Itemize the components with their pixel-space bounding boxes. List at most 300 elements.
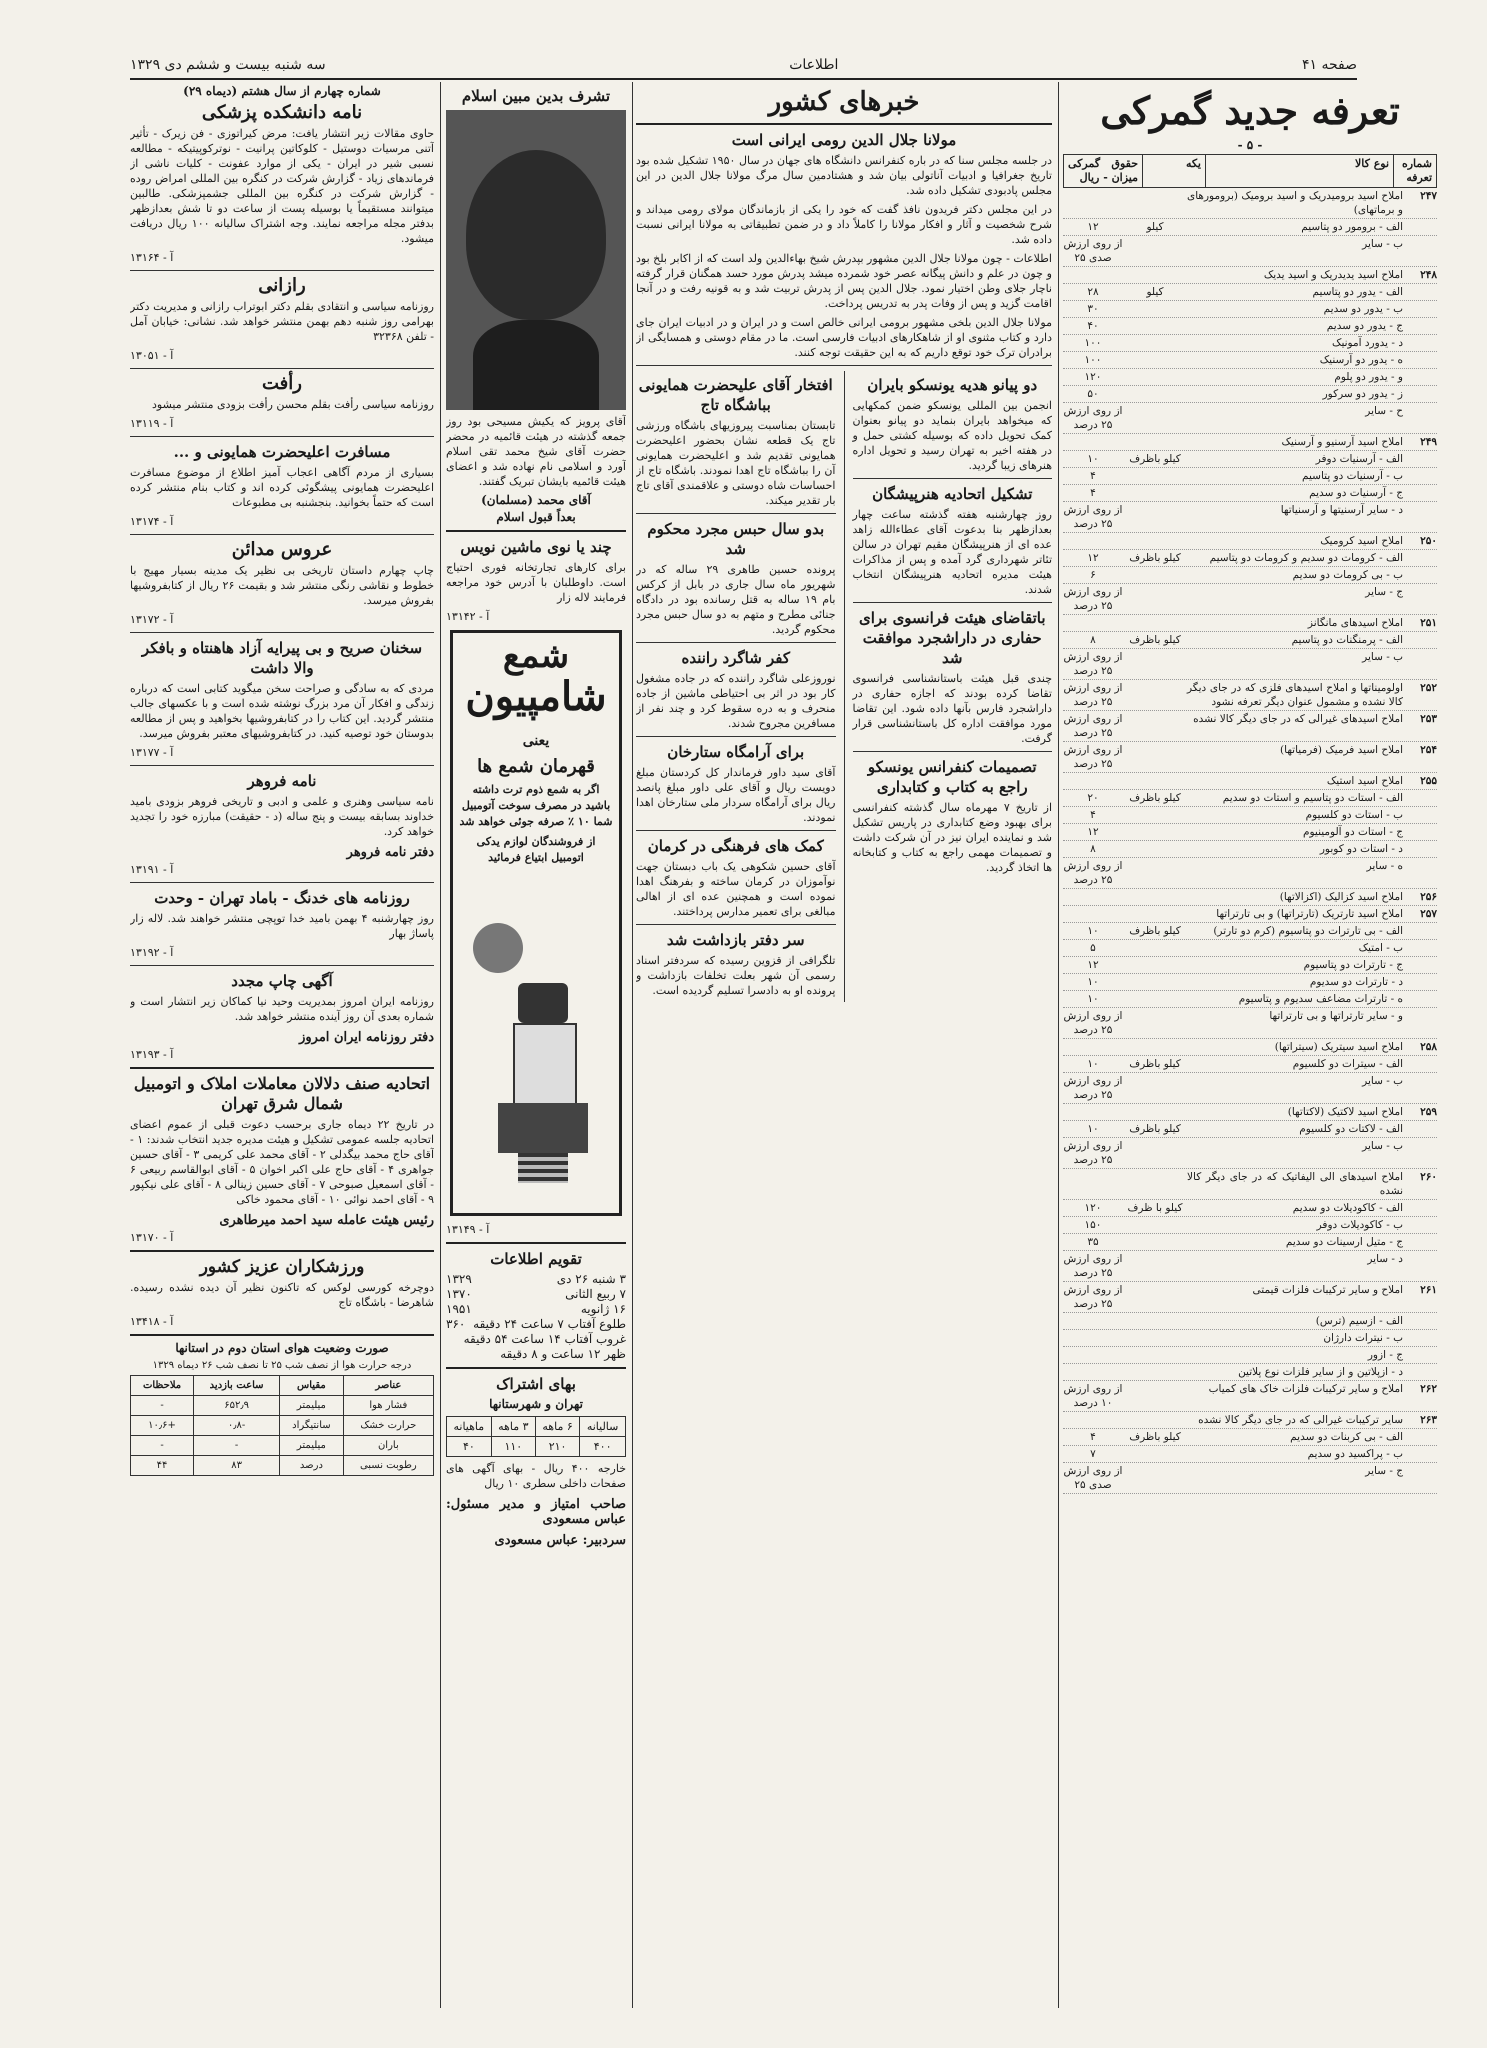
weather-table [130, 1375, 434, 1476]
razi-text: روزنامه سیاسی و انتقادی بقلم دکتر ابوتراب رازانی و مدیریت دکتر بهرامی روز شنبه دهم بهمن منتشر خواهد شد. نشانی: خیابان آمل - تلفن ۳۲۳۶۸ [130, 300, 434, 343]
rafat-text: روزنامه سیاسی رأفت بقلم محسن رأفت بزودی منتشر میشود [152, 398, 434, 411]
tariff-name: ج - تارترات دو پتاسیوم [1303, 959, 1403, 971]
calendar-cell: ۱۹۵۱ [446, 1302, 472, 1316]
news-paragraph: چندی قبل هیئت باستانشناسی فرانسوی تقاضا کرده بودند که اجازه حفاری در داراشجرد فارس بآنها داده شود. این تقاضا مورد موافقت اداره کل باستانشناسی قرار گرفت. [852, 672, 1052, 745]
ad-line: یعنی [522, 733, 550, 749]
tariff-duty: ۱۰ [1087, 993, 1099, 1005]
tariff-name: ج - سایر [1365, 586, 1403, 598]
tariff-duty: از روی ارزش ۲۵ درصد [1063, 1140, 1123, 1166]
divider [636, 736, 836, 737]
tariff-code: ۲۵۰ [1420, 535, 1437, 547]
tariff-code: ۲۵۳ [1420, 713, 1437, 725]
tariff-duty [1063, 1331, 1123, 1345]
tariff-row [1063, 742, 1437, 773]
tariff-code [1403, 1009, 1437, 1037]
tariff-row [1063, 940, 1437, 957]
news-column [636, 82, 1052, 2008]
print-title: آگهی چاپ مجدد [231, 972, 333, 990]
tariff-unit [1123, 941, 1187, 955]
tariff-unit [1123, 1235, 1187, 1249]
tariff-unit [1123, 616, 1187, 630]
news-paragraph: از تاریخ ۷ مهرماه سال گذشته کنفرانسی برای بهبود وضع کتابداری در پاریس تشکیل شد و نماینده ایران نیز در آن شرکت داشت و تصمیمات مهمی راجع به کتاب و کتابخانه ها اتخاذ گردید. [852, 801, 1052, 874]
news-headline-french: باتقاضای هیئت فرانسوی برای حفاری در داراشجرد موافقت شد [858, 609, 1046, 667]
talk-title: سخنان صریح و بی پیرایه آزاد هاهنتاه و بافکر والا داشت [141, 639, 423, 677]
tariff-row [1063, 906, 1437, 923]
table-cell: - [131, 1396, 194, 1416]
table-row [131, 1416, 434, 1436]
table-cell: حرارت خشک [343, 1416, 433, 1436]
tariff-unit [1123, 859, 1187, 887]
news-paragraph: تابستان بمناسبت پیروزیهای باشگاه ورزشی تاج یک قطعه نشان بحضور اعلیحضرت همایونی تقدیم شد و اعلیحضرت همایونی آن را بباشگاه تاج اهدا نمودند. باشگاه تاج از احساسات شاه دوستی و علاقمندی آقای تاج بار تقدیر میکند. [636, 419, 836, 507]
tariff-row [1063, 502, 1437, 533]
tariff-name: ب - کاکودیلات دوفر [1316, 1219, 1403, 1231]
tariff-duty: از روی ارزش ۲۵ درصد [1063, 586, 1123, 612]
tariff-name: ج - سایر [1365, 1465, 1403, 1477]
calendar-title: تقویم اطلاعات [490, 1250, 582, 1268]
divider [636, 365, 1052, 366]
divider [636, 513, 836, 514]
tariff-row [1063, 1008, 1437, 1039]
tariff-row [1063, 974, 1437, 991]
tariff-unit [1123, 958, 1187, 972]
tariff-name: ح - سایر [1365, 405, 1403, 417]
tariff-duty: از روی ارزش ۲۵ درصد [1063, 1075, 1123, 1101]
tariff-name: د - سایر آرسنیتها و آرسنیاتها [1280, 504, 1403, 516]
tariff-title: تعرفه جدید گمرکی [1100, 88, 1400, 133]
tariff-name: املاح اسید کزالیک (اکزالاتها) [1279, 891, 1403, 903]
issue-date: سه شنبه بیست و ششم دی ۱۳۲۹ [130, 57, 326, 73]
subscription-table [446, 1416, 626, 1457]
portrait-photo [446, 110, 626, 410]
tariff-unit: کیلو باظرف [1129, 634, 1181, 646]
table-row [131, 1436, 434, 1456]
tariff-duty [1063, 189, 1123, 217]
table-header: ساعت بازدید [194, 1376, 280, 1396]
classifieds-column [130, 82, 434, 2008]
table-cell: فشار هوا [343, 1396, 433, 1416]
tariff-duty [1063, 1413, 1123, 1427]
divider [130, 965, 434, 966]
tariff-name: املاح اسید برومیدریک و اسید برومیک (برومورهای و برماتهای) [1187, 190, 1403, 216]
tariff-name: ج - استات دو آلومینیوم [1303, 826, 1403, 838]
news-paragraph: تلگرافی از قزوین رسیده که سردفتر اسناد رسمی آن شهر بعلت تخلفات بازداشت و پرونده او به دادسرا تسلیم گردیده است. [636, 954, 836, 997]
tariff-name: املاح اسید آرسنیو و آرسنیک [1281, 436, 1403, 448]
tariff-unit [1123, 353, 1187, 367]
tariff-unit [1123, 302, 1187, 316]
guild-title: اتحادیه صنف دلالان معاملات املاک و اتومبیل شمال شرق تهران [133, 1074, 431, 1113]
tariff-row [1063, 632, 1437, 649]
tariff-name: املاح و سایر ترکیبات فلزات قیمتی [1252, 1284, 1403, 1296]
tariff-unit [1123, 568, 1187, 582]
tariff-name: الف - لاکتات دو کلسیوم [1299, 1123, 1403, 1135]
tariff-row [1063, 1381, 1437, 1412]
tariff-code: ۲۴۷ [1420, 190, 1437, 202]
tariff-duty [1063, 774, 1123, 788]
tariff-code [1403, 941, 1437, 955]
tariff-unit [1123, 1218, 1187, 1232]
tariff-code: ۲۵۶ [1420, 891, 1437, 903]
talk-text: مردی که به سادگی و صراحت سخن میگوید کتابی است که درباره زندگی و افکار آن مرد بزرگ نوشته شده است و با عکسهای جالب منتشر گردید. این کتاب را در کتابفروشیها بخواهید و پس از مطالعه بدوستان خود توصیه کنید. در کتابفروشیهای معتبر بفروش میرسد. [130, 682, 434, 740]
ad-reference: آ - ۱۳۱۷۷ [130, 746, 174, 759]
guild-signature: رئیس هیئت عامله سید احمد میرطاهری [219, 1213, 434, 1228]
tariff-name: الف - بی کربنات دو سدیم [1290, 1431, 1403, 1443]
table-cell: درصد [280, 1456, 344, 1476]
tariff-unit [1123, 825, 1187, 839]
tariff-code [1403, 585, 1437, 613]
tariff-row [1063, 267, 1437, 284]
tariff-duty: از روی ارزش ۲۵ درصد [1063, 651, 1123, 677]
tariff-code [1403, 1235, 1437, 1249]
tariff-unit [1123, 404, 1187, 432]
tariff-duty [1063, 268, 1123, 282]
tariff-code [1403, 551, 1437, 565]
tariff-code [1403, 633, 1437, 647]
tariff-name: ب - استات دو کلسیوم [1305, 809, 1403, 821]
tariff-name: سایر ترکیبات غیرالی که در جای دیگر کالا نشده [1198, 1414, 1403, 1426]
sport-text: دوچرخه کورسی لوکس که تاکنون نظیر آن دیده نشده رسیده. شاهرضا - باشگاه تاج [130, 1281, 434, 1309]
divider [130, 632, 434, 633]
tariff-row [1063, 434, 1437, 451]
calendar-row [446, 1287, 626, 1302]
table-header: مقیاس [280, 1376, 344, 1396]
tariff-name: املاح اسیدهای مانگانز [1307, 617, 1403, 629]
typist-ad-text: برای کارهای تجارتخانه فوری احتیاج است. داوطلبان با آدرس خود مراجعه فرمایند لاله زار [446, 561, 626, 604]
calendar-cell: ۳۶۰ [446, 1317, 466, 1331]
tariff-unit [1123, 650, 1187, 678]
table-cell: - [194, 1436, 280, 1456]
tariff-col-code: شماره تعرفه [1393, 155, 1436, 187]
tariff-row [1063, 236, 1437, 267]
tariff-code: ۲۶۳ [1420, 1414, 1437, 1426]
news-headline-culture: کمک های فرهنگی در کرمان [647, 837, 824, 855]
tariff-code [1403, 319, 1437, 333]
news-headline-prison: بدو سال حبس مجرد محکوم شد [647, 520, 825, 558]
tariff-row [1063, 284, 1437, 301]
tariff-row [1063, 889, 1437, 906]
divider [853, 751, 1053, 752]
tariff-code [1403, 1122, 1437, 1136]
divider [636, 123, 1052, 125]
news-paragraph: در این مجلس دکتر فریدون نافذ گفت که خود را یکی از بازماندگان مولای رومی میداند و شرح شخصیت و آثار و افکار مولانا را کاملاً داد و در ضمن تطبیقاتی به مولانا ایرانی نسبت داده شد. [636, 203, 1052, 246]
tariff-row [1063, 615, 1437, 632]
tariff-unit: کیلو باظرف [1129, 1058, 1181, 1070]
tariff-code [1403, 859, 1437, 887]
tariff-code [1403, 1314, 1437, 1328]
table-cell: ۴۰ [447, 1437, 492, 1457]
tariff-name: ب - سایر [1362, 1075, 1403, 1087]
news-paragraph: آقای سید داور فرماندار کل کردستان مبلغ دویست ریال و آقای علی داور مبلغ پانصد ریال برای آرامگاه سردار ملی ستارخان اهدا نمودند. [636, 766, 836, 824]
tariff-duty: از روی ارزش صدی ۲۵ [1063, 238, 1123, 264]
tariff-row [1063, 188, 1437, 219]
tariff-duty: ۵ [1090, 942, 1096, 954]
ad-reference: آ - ۱۳۱۷۰ [130, 1231, 174, 1244]
tariff-rows [1063, 188, 1437, 1494]
ad-product-name: شامپیون [465, 673, 607, 720]
divider [130, 436, 434, 437]
tariff-name: املاح اسید فرمیک (فرمیاتها) [1280, 744, 1403, 756]
news-headline-unesco: تصمیمات کنفرانس یونسکو راجع به کتاب و کتابداری [867, 758, 1037, 796]
tariff-unit [1123, 503, 1187, 531]
tariff-duty [1063, 1314, 1123, 1328]
ad-reference: آ - ۱۳۱۱۹ [130, 417, 174, 430]
tariff-row [1063, 301, 1437, 318]
tariff-duty [1063, 1348, 1123, 1362]
tariff-duty: ۱۰ [1087, 976, 1099, 988]
tariff-name: املاح اسیدهای غیرالی که در جای دیگر کالا نشده [1193, 713, 1403, 725]
news-title: خبرهای کشور [768, 87, 920, 117]
divider [130, 882, 434, 883]
tariff-name: الف - استات دو پتاسیم و استات دو سدیم [1222, 792, 1403, 804]
tariff-code: ۲۵۷ [1420, 908, 1437, 920]
tariff-unit [1123, 808, 1187, 822]
news-paragraph: آقای حسین شکوهی یک باب دبستان جهت نوآموزان در کرمان ساخته و بفرهنگ اهدا نموده است و همچنین عده ای از اهالی مبالغی برای تعمیر مدارس پرداختند. [636, 860, 836, 918]
divider [636, 642, 836, 643]
tariff-row [1063, 1446, 1437, 1463]
tariff-duty: ۳۵ [1087, 1236, 1099, 1248]
tariff-unit [1123, 681, 1187, 709]
tariff-row [1063, 1073, 1437, 1104]
table-cell: ۶ ماهه [535, 1417, 579, 1437]
tariff-code: ۲۴۹ [1420, 436, 1437, 448]
ad-reference: آ - ۱۳۱۷۴ [130, 515, 174, 528]
tariff-code [1403, 404, 1437, 432]
tariff-unit [1123, 907, 1187, 921]
table-row [131, 1396, 434, 1416]
tariff-row [1063, 1429, 1437, 1446]
tariff-name: ج - ازور [1367, 1349, 1403, 1361]
table-header: ملاحظات [131, 1376, 194, 1396]
tariff-unit [1123, 1413, 1187, 1427]
tariff-row [1063, 584, 1437, 615]
divider [130, 534, 434, 535]
tariff-name: املاح اسیدهای الی الیفاتیک که در جای دیگر کالا نشده [1187, 1171, 1403, 1197]
spark-plug-cap [518, 983, 568, 1023]
tariff-row [1063, 680, 1437, 711]
tariff-col-duty: حقوق گمرکی میزان - ریال [1068, 157, 1138, 184]
divider [636, 830, 836, 831]
table-cell: میلیمتر [280, 1396, 344, 1416]
tariff-row [1063, 369, 1437, 386]
subscription-region: تهران و شهرستانها [489, 1397, 583, 1411]
news-headline-rest: برای آرامگاه ستارخان [667, 743, 805, 761]
news-paragraph: روز چهارشنبه هفته گذشته ساعت چهار بعدازظهر بنا بدعوت آقای عطاءالله زاهد عده ای از هنرپیشگان مقیم تهران در سالن تئاتر شهرداری گرد آمده و پس از مذاکرات هیئت مدیره اتحادیه هنرپیشگان انتخاب شدند. [852, 508, 1052, 596]
tariff-code: ۲۵۵ [1420, 775, 1437, 787]
tariff-unit [1123, 237, 1187, 265]
tariff-unit [1123, 1139, 1187, 1167]
table-cell: ۲۱۰ [535, 1437, 579, 1457]
portrait-face [466, 150, 606, 320]
table-cell: ۶۵۲٫۹ [194, 1396, 280, 1416]
tariff-name: و - سایر تارتراتها و بی تارتراتها [1269, 1010, 1403, 1022]
column-divider [440, 82, 441, 2008]
tariff-unit [1123, 189, 1187, 217]
tariff-unit [1123, 585, 1187, 613]
tariff-column [1063, 82, 1437, 2008]
news-headline-student: کفر شاگرد راننده [681, 649, 791, 667]
tariff-unit: کیلو با ظرف [1127, 1202, 1183, 1214]
tariff-row [1063, 219, 1437, 236]
tariff-duty: ۴ [1090, 487, 1096, 499]
tariff-unit: کیلو باظرف [1129, 552, 1181, 564]
tariff-unit [1123, 890, 1187, 904]
tariff-unit [1123, 1040, 1187, 1054]
tariff-name: الف - آرسنیات دوفر [1315, 453, 1403, 465]
tariff-code: ۲۶۰ [1420, 1171, 1437, 1183]
calendar-cell: ۱۶ ژانویه [580, 1302, 626, 1316]
tariff-duty: ۶ [1090, 569, 1096, 581]
tariff-row [1063, 1200, 1437, 1217]
tariff-unit [1123, 469, 1187, 483]
tariff-duty: ۸ [1090, 843, 1096, 855]
tariff-row [1063, 1313, 1437, 1330]
tariff-code [1403, 1447, 1437, 1461]
news-paragraph: نوروزعلی شاگرد راننده که در جاده مشغول کار بود در اثر بی احتیاطی ماشین از جاده منحرف و به دره سقوط کرد و چند نفر از مسافرین مجروح شدند. [636, 672, 836, 730]
tariff-code: ۲۴۸ [1420, 269, 1437, 281]
tariff-code [1403, 336, 1437, 350]
tariff-code [1403, 387, 1437, 401]
sport-title: ورزشکاران عزیز کشور [199, 1257, 365, 1277]
calendar-cell: ظهر ۱۲ ساعت و ۸ دقیقه [500, 1347, 626, 1361]
tariff-duty: از روی ارزش صدی ۲۵ [1063, 1465, 1123, 1491]
tariff-name: املاح اسید تارتریک (تارتراتها) و بی تارتراتها [1216, 908, 1403, 920]
table-cell: ۴۰۰ [580, 1437, 626, 1457]
print-signature: دفتر روزنامه ایران امروز [299, 1030, 434, 1045]
tariff-row [1063, 1217, 1437, 1234]
table-cell: +۱۰٫۶ [131, 1416, 194, 1436]
tariff-duty: ۱۰ [1087, 1123, 1099, 1135]
owner-signature: صاحب امتیاز و مدیر مسئول: عباس مسعودی [446, 1497, 626, 1527]
ad-reference: آ - ۱۳۱۹۱ [130, 863, 174, 876]
tariff-duty: ۷ [1090, 1448, 1096, 1460]
tariff-name: الف - ازسیم (ترس) [1315, 1315, 1403, 1327]
tariff-unit [1123, 774, 1187, 788]
table-cell: ۸۳ [194, 1456, 280, 1476]
tariff-name: ب - سایر [1362, 1140, 1403, 1152]
tariff-code [1403, 1430, 1437, 1444]
tariff-unit: کیلو باظرف [1129, 1123, 1181, 1135]
tariff-code [1403, 1139, 1437, 1167]
column-divider [632, 82, 633, 2008]
tariff-unit [1123, 1252, 1187, 1280]
tariff-unit [1123, 1105, 1187, 1119]
divider [130, 1067, 434, 1069]
tariff-row [1063, 1330, 1437, 1347]
tariff-row [1063, 1104, 1437, 1121]
champion-ad [450, 630, 622, 1216]
tariff-name: ج - یدور دو سدیم [1326, 320, 1403, 332]
calendar-cell: ۱۳۲۹ [446, 1272, 472, 1286]
tariff-duty [1063, 890, 1123, 904]
tariff-unit [1123, 534, 1187, 548]
tariff-row [1063, 1347, 1437, 1364]
tariff-unit [1123, 1074, 1187, 1102]
tariff-row [1063, 991, 1437, 1008]
tariff-name: ب - آرسنیات دو پتاسیم [1302, 470, 1403, 482]
spark-plug-hex [498, 1103, 588, 1153]
tariff-name: املاح و سایر ترکیبات فلزات خاک های کمیاب [1208, 1383, 1403, 1395]
tariff-name: الف - کرومات دو سدیم و کرومات دو پتاسیم [1209, 552, 1403, 564]
tariff-unit [1123, 1170, 1187, 1198]
tariff-code [1403, 568, 1437, 582]
tariff-code [1403, 302, 1437, 316]
tariff-name: ز - یدور دو سرکور [1322, 388, 1403, 400]
divider [130, 765, 434, 766]
weather-subtitle: درجه حرارت هوا از نصف شب ۲۵ تا نصف شب ۲۶ دیماه ۱۳۲۹ [152, 1360, 412, 1371]
tariff-row [1063, 1056, 1437, 1073]
tariff-duty: ۱۲ [1087, 826, 1099, 838]
tariff-name: ب - سایر [1362, 238, 1403, 250]
tariff-duty: ۳۰ [1087, 303, 1099, 315]
tariff-code: ۲۵۲ [1420, 682, 1437, 694]
trip-title: مسافرت اعلیحضرت همایونی و ... [173, 443, 391, 461]
tariff-code [1403, 791, 1437, 805]
tariff-name: د - تارترات دو سدیوم [1309, 976, 1403, 988]
table-row [131, 1456, 434, 1476]
tariff-name: ب - یدور دو سدیم [1323, 303, 1403, 315]
news-headline-piano: دو پیانو هدیه یونسکو بایران [867, 376, 1038, 394]
tariff-name: املاح اسید سیتریک (سیتراتها) [1274, 1041, 1403, 1053]
tariff-name: الف - کاکودیلات دو سدیم [1292, 1202, 1403, 1214]
tariff-row [1063, 711, 1437, 742]
news-paragraph: پرونده حسین طاهری ۲۹ ساله که در شهریور ماه سال جاری در بابل از کرکس بام ۱۹ ساله به قتل رسانده بود در دادگاه جنائی مطرح و متهم به دو سال حبس مجرد محکوم گردید. [636, 563, 836, 636]
ad-brand: شمع [502, 636, 570, 676]
tariff-code: ۲۵۸ [1420, 1041, 1437, 1053]
calendar-cell: ۷ ربیع الثانی [565, 1287, 626, 1301]
photo-caption: آقای پرویز که یکیش مسیحی بود روز جمعه گذشته در هیئت قائمیه در محضر حضرت آقای شیخ محمد تقی اسلام آورد و اسلامی نام نهاده شد و اعضای هیئت قائمیه بایشان تبریک گفتند. [446, 415, 626, 488]
tariff-unit [1123, 1348, 1187, 1362]
tariff-unit [1123, 370, 1187, 384]
tariff-unit: کیلو باظرف [1129, 792, 1181, 804]
tariff-name: ب - نیترات دارژان [1323, 1332, 1403, 1344]
tariff-name: ج - متیل ارسینات دو سدیم [1285, 1236, 1403, 1248]
tariff-duty: از روی ارزش ۲۵ درصد [1063, 682, 1123, 708]
tariff-name: د - استات دو کوبور [1319, 843, 1403, 855]
tariff-row [1063, 468, 1437, 485]
tariff-code [1403, 1464, 1437, 1492]
divider [853, 478, 1053, 479]
tariff-col-name: نوع کالا [1205, 155, 1393, 187]
tariff-unit [1123, 1382, 1187, 1410]
ad-line: از فروشندگان لوازم یدکی اتومبیل ابتیاع فرمائید [476, 835, 596, 864]
tariff-row [1063, 824, 1437, 841]
table-row [447, 1437, 626, 1457]
tariff-duty: ۱۰ [1087, 453, 1099, 465]
tariff-duty [1063, 1105, 1123, 1119]
tariff-subtitle: - ۵ - [1237, 138, 1263, 152]
table-row [447, 1417, 626, 1437]
ad-ball-graphic [473, 923, 523, 973]
school-title: نامه دانشکده پزشکی [201, 102, 363, 123]
news-subcolumns [636, 371, 1052, 1002]
tariff-row [1063, 1282, 1437, 1313]
tariff-unit [1123, 743, 1187, 771]
tariff-unit: کیلو باظرف [1129, 453, 1181, 465]
tariff-duty: از روی ارزش ۲۵ درصد [1063, 405, 1123, 431]
tariff-name: ج - آرسنیات دو سدیم [1309, 487, 1403, 499]
tariff-duty: ۲۰ [1087, 792, 1099, 804]
tariff-duty: از روی ارزش ۲۵ درصد [1063, 504, 1123, 530]
tariff-name: ب - بی کرومات دو سدیم [1292, 569, 1403, 581]
dailies-title: روزنامه های خدنگ - باماد تهران - وحدت [154, 889, 410, 907]
tariff-code: ۲۶۱ [1420, 1284, 1437, 1296]
calendar-cell: غروب آفتاب ۱۴ ساعت ۵۴ دقیقه [463, 1332, 626, 1346]
tariff-name: ب - سایر [1362, 651, 1403, 663]
tariff-row [1063, 1169, 1437, 1200]
tariff-duty: ۱۰ [1087, 925, 1099, 937]
tariff-code [1403, 353, 1437, 367]
nameh-text: نامه سیاسی وهنری و علمی و ادبی و تاریخی فروهر بزودی بامید خداوند بسابقه بیست و پنج ساله (د - حقیقت) مبارزه خود را تجدید خواهد کرد. [130, 795, 434, 838]
tariff-duty: ۱۲ [1087, 221, 1099, 233]
